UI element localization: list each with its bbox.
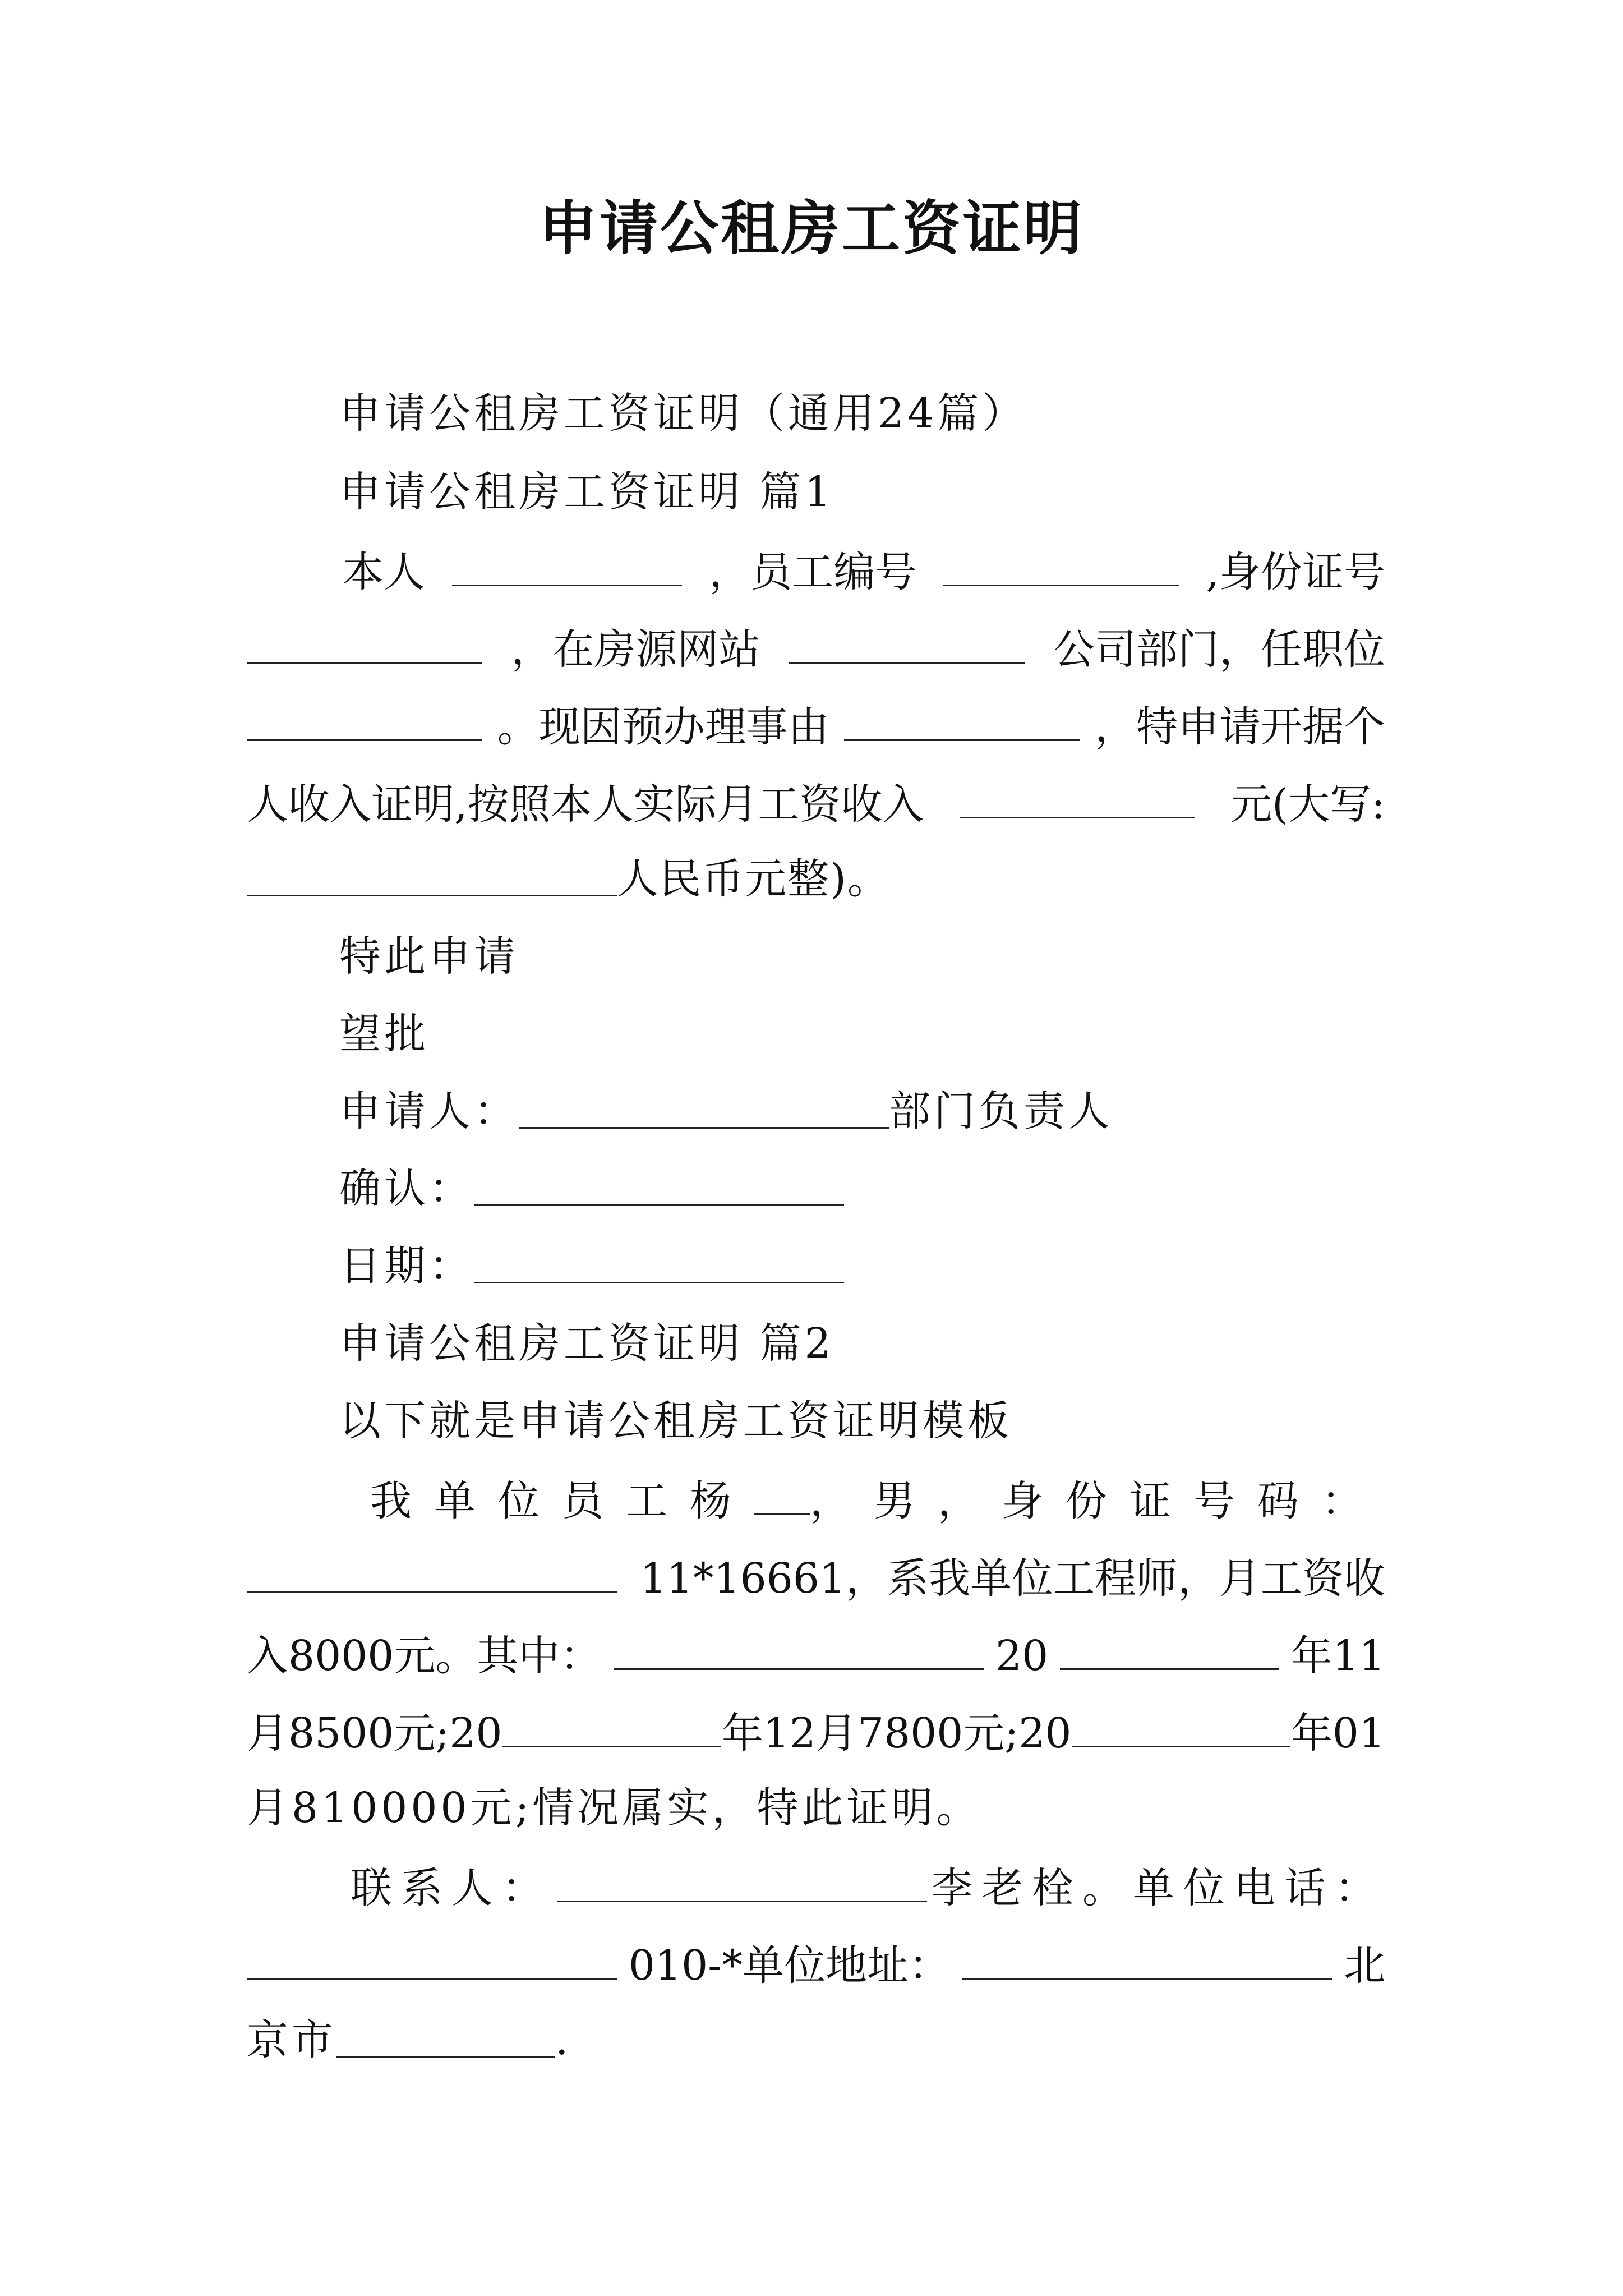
part1-line1 — [342, 548, 1385, 596]
text: 年11 — [1290, 1632, 1385, 1680]
blank-field — [557, 1865, 927, 1902]
text: 元(大写: — [1230, 780, 1385, 829]
part2-line1 — [370, 1477, 1385, 1525]
confirm-blank — [474, 1168, 844, 1206]
text: ，员工编号 — [709, 548, 917, 596]
blank-field — [614, 1632, 984, 1670]
blank-field — [502, 1710, 721, 1747]
part1-line5 — [247, 855, 890, 903]
closing-request: 特此申请 — [339, 932, 519, 981]
text: 11*16661，系我单位工程师，月工资收 — [640, 1554, 1385, 1603]
blank-field — [336, 2020, 555, 2058]
blank-field — [1060, 1632, 1279, 1670]
text: 年01 — [1290, 1709, 1385, 1757]
confirm-line — [339, 1165, 844, 1213]
part2-line6 — [351, 1864, 1385, 1912]
part2-line4 — [247, 1709, 1385, 1757]
text: 京市 — [247, 2016, 336, 2064]
document-title: 申请公租房工资证明 — [538, 194, 1084, 263]
text: 人收入证明,按照本人实际月工资收入 — [247, 780, 924, 829]
blank-field — [247, 626, 482, 664]
applicant-line — [339, 1087, 1113, 1135]
part2-line2 — [247, 1554, 1385, 1603]
blank-field — [247, 1942, 617, 1980]
date-line — [339, 1242, 844, 1290]
applicant-label: 申请人： — [339, 1087, 519, 1135]
blank-field — [247, 859, 617, 896]
text: 李老栓。单位电话： — [931, 1864, 1385, 1912]
blank-field — [962, 1942, 1332, 1980]
text: 月8500元;20 — [247, 1709, 502, 1757]
text: 010-*单位地址： — [628, 1941, 951, 1990]
blank-field — [1072, 1710, 1290, 1747]
dept-head-label: 部门负责人 — [889, 1087, 1113, 1135]
part2-line7 — [247, 1941, 1385, 1990]
text: 入8000元。其中： — [247, 1632, 602, 1680]
part2-intro: 以下就是申请公租房工资证明模板 — [339, 1397, 1012, 1445]
blank-field — [247, 1555, 617, 1593]
blank-field — [844, 703, 1080, 741]
part2-heading: 申请公租房工资证明 篇2 — [339, 1319, 834, 1368]
part2-line3 — [247, 1632, 1385, 1680]
blank-field — [754, 1478, 810, 1515]
text: ,身份证号 — [1206, 548, 1385, 596]
part1-line4 — [247, 780, 1385, 829]
text: 人民币元整)。 — [617, 855, 890, 903]
blank-field — [943, 549, 1179, 586]
closing-approval: 望批 — [339, 1010, 429, 1058]
part1-line3 — [247, 703, 1385, 751]
blank-field — [960, 781, 1195, 818]
text: ，男，身份证号码： — [810, 1477, 1385, 1525]
text: 20 — [995, 1632, 1049, 1680]
date-label: 日期： — [339, 1242, 474, 1290]
text: 。现因预办理事由 — [497, 703, 829, 751]
blank-field — [247, 703, 482, 741]
text: 我单位员工杨 — [370, 1477, 754, 1525]
contact-label: 联系人： — [351, 1864, 552, 1912]
text: 北 — [1343, 1941, 1385, 1990]
part2-line5: 月810000元;情况属实，特此证明。 — [247, 1784, 981, 1832]
text: 本人 — [342, 548, 425, 596]
part1-line2 — [247, 625, 1385, 674]
text: 年12月7800元;20 — [721, 1709, 1072, 1757]
part2-line8 — [247, 2016, 572, 2064]
text: ，特申请开据个 — [1094, 703, 1385, 751]
confirm-label: 确认： — [339, 1165, 474, 1213]
document-subtitle: 申请公租房工资证明（通用24篇） — [339, 389, 1027, 438]
blank-field — [452, 549, 682, 586]
text: ，在房源网站 — [511, 625, 760, 674]
part1-heading: 申请公租房工资证明 篇1 — [339, 468, 834, 516]
blank-field — [789, 626, 1025, 664]
applicant-blank — [519, 1091, 889, 1129]
date-blank — [474, 1246, 844, 1283]
text: 公司部门，任职位 — [1053, 625, 1385, 674]
text: . — [555, 2016, 572, 2064]
